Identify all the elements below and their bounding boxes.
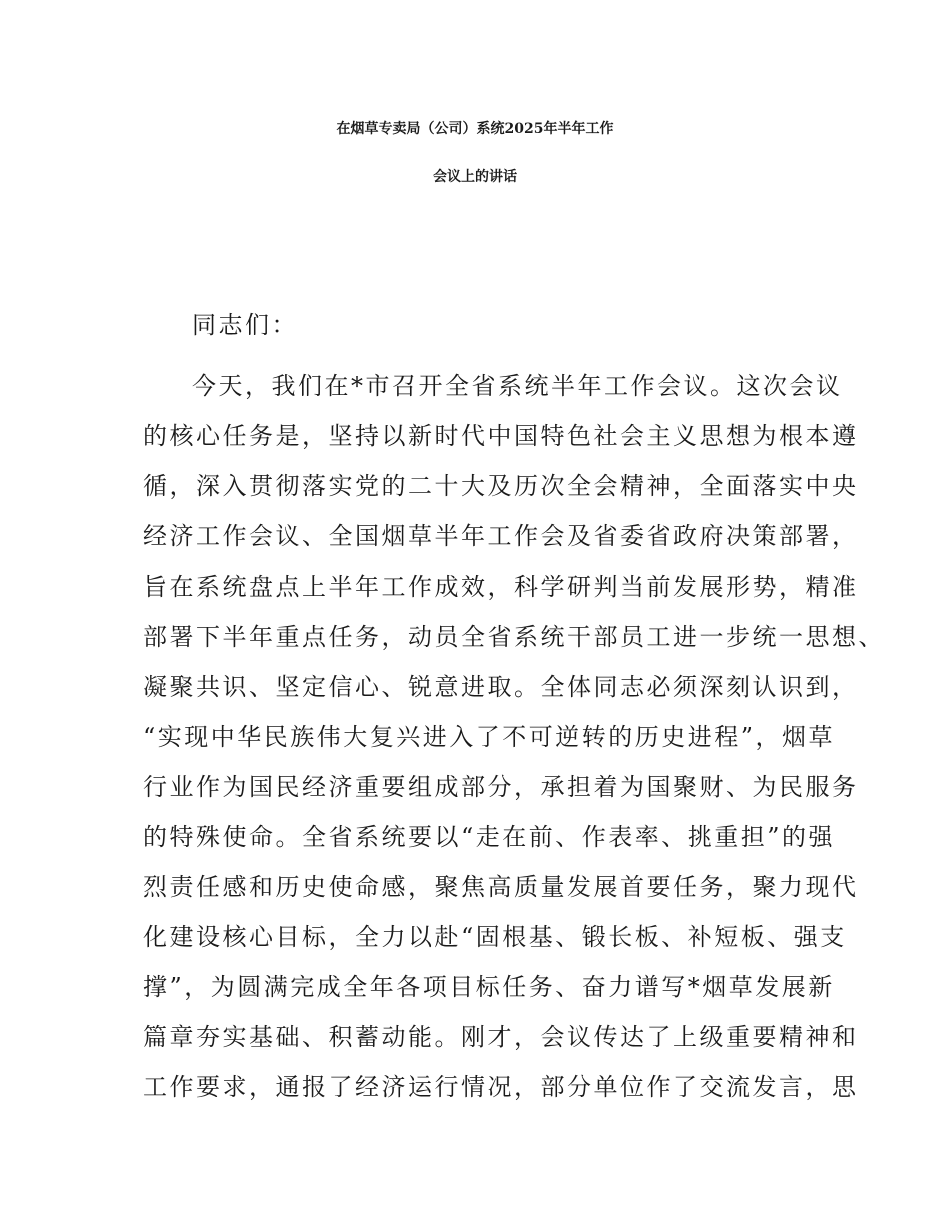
body-line: 篇章夯实基础、积蓄动能。刚才，会议传达了上级重要精神和 [143,1023,859,1051]
body-line: “实现中华民族伟大复兴进入了不可逆转的历史进程”，烟草 [143,723,836,751]
document-title-line-2: 会议上的讲话 [433,169,517,185]
body-line: 循，深入贯彻落实党的二十大及历次全会精神，全面落实中央 [143,472,859,500]
body-line: 凝聚共识、坚定信心、锐意进取。全体同志必须深刻认识到， [143,673,859,701]
salutation: 同志们： [192,311,298,339]
body-line: 经济工作会议、全国烟草半年工作会及省委省政府决策部署， [143,522,859,550]
body-line: 工作要求，通报了经济运行情况，部分单位作了交流发言，思 [143,1073,859,1101]
body-line: 行业作为国民经济重要组成部分，承担着为国聚财、为民服务 [143,773,859,801]
body-line: 烈责任感和历史使命感，聚焦高质量发展首要任务，聚力现代 [143,873,859,901]
body-line: 撑”，为圆满完成全年各项目标任务、奋力谱写*烟草发展新 [143,973,835,1001]
body-line: 今天，我们在*市召开全省系统半年工作会议。这次会议 [192,372,843,400]
document-title-line-1: 在烟草专卖局（公司）系统2025年半年工作 [336,121,614,137]
body-line: 部署下半年重点任务，动员全省系统干部员工进一步统一思想、 [143,623,885,651]
body-line: 化建设核心目标，全力以赴“固根基、锻长板、补短板、强支 [143,923,847,951]
body-line: 的特殊使命。全省系统要以“走在前、作表率、挑重担”的强 [143,823,836,851]
body-line: 旨在系统盘点上半年工作成效，科学研判当前发展形势，精准 [143,573,859,601]
body-line: 的核心任务是，坚持以新时代中国特色社会主义思想为根本遵 [143,422,859,450]
